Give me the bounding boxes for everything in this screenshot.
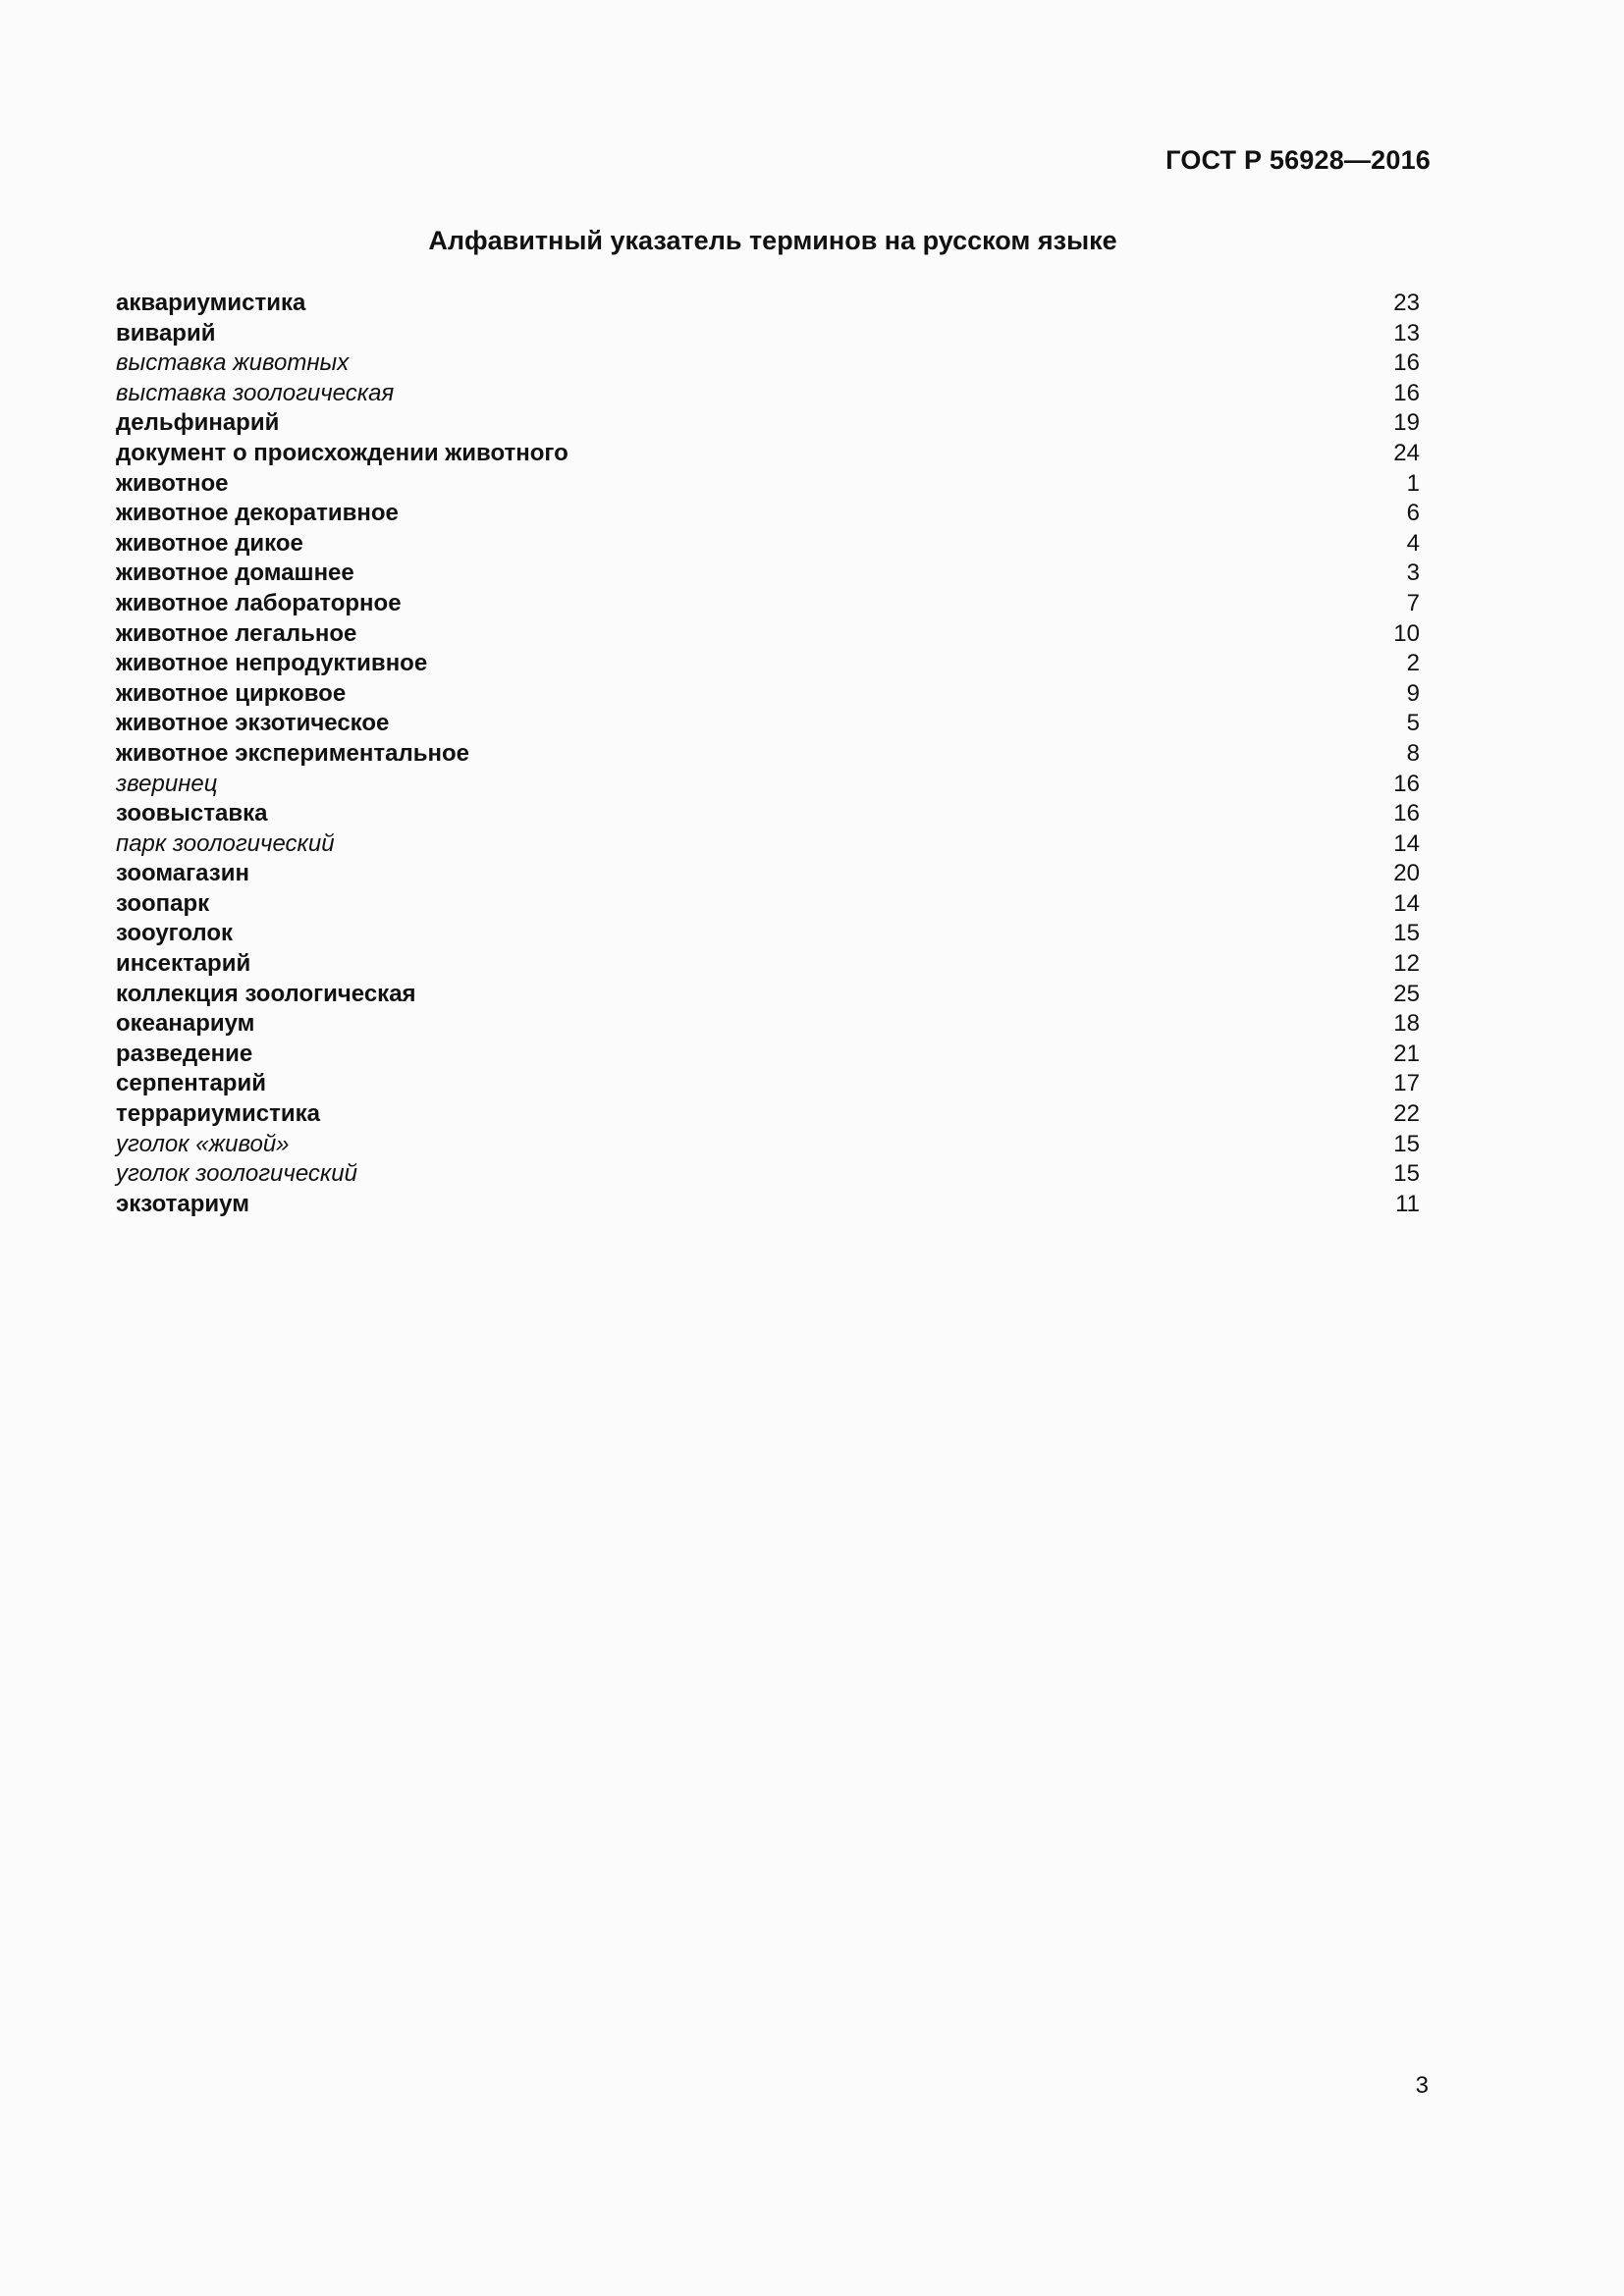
index-entry: [116, 559, 1420, 589]
index-term: животное дикое: [116, 529, 303, 557]
index-entry: [116, 1190, 1420, 1220]
index-entry: [116, 469, 1420, 500]
index-term: уголок «живой»: [116, 1130, 290, 1157]
index-term: океанариум: [116, 1010, 255, 1038]
index-entry: [116, 408, 1420, 439]
index-entry: [116, 619, 1420, 650]
index-entry: [116, 1130, 1420, 1160]
index-ref-number: 6: [1406, 500, 1420, 527]
index-term: выставка зоологическая: [116, 379, 395, 406]
index-entry: [116, 949, 1420, 980]
index-ref-number: 13: [1393, 319, 1420, 347]
index-ref-number: 15: [1393, 920, 1420, 947]
index-term: зоомагазин: [116, 860, 249, 887]
index-ref-number: 23: [1393, 290, 1420, 316]
index-entry: [116, 1040, 1420, 1070]
index-ref-number: 22: [1393, 1100, 1420, 1128]
term-index-list: [116, 289, 1420, 1219]
index-term: животное декоративное: [116, 500, 399, 527]
index-entry: [116, 439, 1420, 469]
index-term: зоопарк: [116, 889, 210, 917]
index-ref-number: 9: [1406, 679, 1420, 707]
index-ref-number: 12: [1393, 950, 1420, 978]
index-ref-number: 20: [1393, 860, 1420, 887]
index-entry: [116, 1099, 1420, 1130]
index-entry: [116, 829, 1420, 860]
index-ref-number: 16: [1393, 349, 1420, 377]
index-entry: [116, 799, 1420, 829]
index-ref-number: 16: [1393, 770, 1420, 797]
index-ref-number: 2: [1406, 650, 1420, 677]
index-term: документ о происхождении животного: [116, 439, 568, 466]
index-entry: [116, 739, 1420, 770]
index-ref-number: 11: [1395, 1190, 1420, 1217]
index-entry: [116, 649, 1420, 679]
index-term: животное домашнее: [116, 560, 354, 587]
index-term: животное экспериментальное: [116, 739, 469, 767]
index-ref-number: 1: [1406, 469, 1420, 497]
index-term: уголок зоологический: [116, 1160, 357, 1188]
index-term: виварий: [116, 319, 216, 347]
index-entry: [116, 1159, 1420, 1190]
index-term: животное легальное: [116, 619, 357, 647]
index-term: дельфинарий: [116, 409, 280, 437]
index-ref-number: 8: [1406, 739, 1420, 767]
index-entry: [116, 348, 1420, 379]
index-term: зоовыставка: [116, 800, 268, 828]
index-term: животное: [116, 469, 229, 497]
index-entry: [116, 919, 1420, 949]
index-entry: [116, 1069, 1420, 1099]
index-ref-number: 14: [1393, 889, 1420, 917]
index-entry: [116, 709, 1420, 739]
index-term: коллекция зоологическая: [116, 980, 416, 1007]
index-term: животное лабораторное: [116, 589, 402, 616]
index-ref-number: 19: [1393, 409, 1420, 437]
index-ref-number: 4: [1406, 529, 1420, 557]
document-code: ГОСТ Р 56928—2016: [1165, 145, 1431, 175]
index-ref-number: 16: [1393, 800, 1420, 828]
index-entry: [116, 679, 1420, 710]
index-term: животное цирковое: [116, 679, 347, 707]
index-entry: [116, 980, 1420, 1010]
index-term: серпентарий: [116, 1070, 266, 1097]
index-ref-number: 18: [1393, 1010, 1420, 1038]
index-entry: [116, 889, 1420, 920]
index-term: выставка животных: [116, 349, 350, 377]
index-ref-number: 15: [1393, 1160, 1420, 1188]
index-ref-number: 5: [1406, 710, 1420, 737]
index-term: парк зоологический: [116, 829, 335, 857]
index-ref-number: 15: [1393, 1130, 1420, 1157]
index-term: аквариумистика: [116, 290, 306, 316]
page-number: 3: [1415, 2072, 1429, 2099]
index-ref-number: 3: [1406, 560, 1420, 587]
index-ref-number: 14: [1393, 829, 1420, 857]
index-entry: [116, 499, 1420, 529]
index-entry: [116, 379, 1420, 409]
index-ref-number: 16: [1393, 379, 1420, 406]
index-ref-number: 17: [1393, 1070, 1420, 1097]
index-title: Алфавитный указатель терминов на русском языке: [428, 226, 1117, 255]
index-term: зооуголок: [116, 920, 234, 947]
index-entry: [116, 1009, 1420, 1040]
index-entry: [116, 770, 1420, 800]
index-ref-number: 24: [1393, 439, 1420, 466]
index-entry: [116, 529, 1420, 560]
index-ref-number: 7: [1406, 589, 1420, 616]
index-term: разведение: [116, 1040, 253, 1067]
index-entry: [116, 859, 1420, 889]
index-ref-number: 25: [1393, 980, 1420, 1007]
index-ref-number: 21: [1393, 1040, 1420, 1067]
index-term: террариумистика: [116, 1100, 320, 1128]
index-term: животное непродуктивное: [116, 650, 428, 677]
index-entry: [116, 589, 1420, 619]
index-term: экзотариум: [116, 1190, 249, 1217]
index-term: животное экзотическое: [116, 710, 390, 737]
index-ref-number: 10: [1393, 619, 1420, 647]
index-entry: [116, 319, 1420, 349]
index-entry: [116, 289, 1420, 319]
index-term: зверинец: [116, 770, 218, 797]
index-term: инсектарий: [116, 950, 251, 978]
